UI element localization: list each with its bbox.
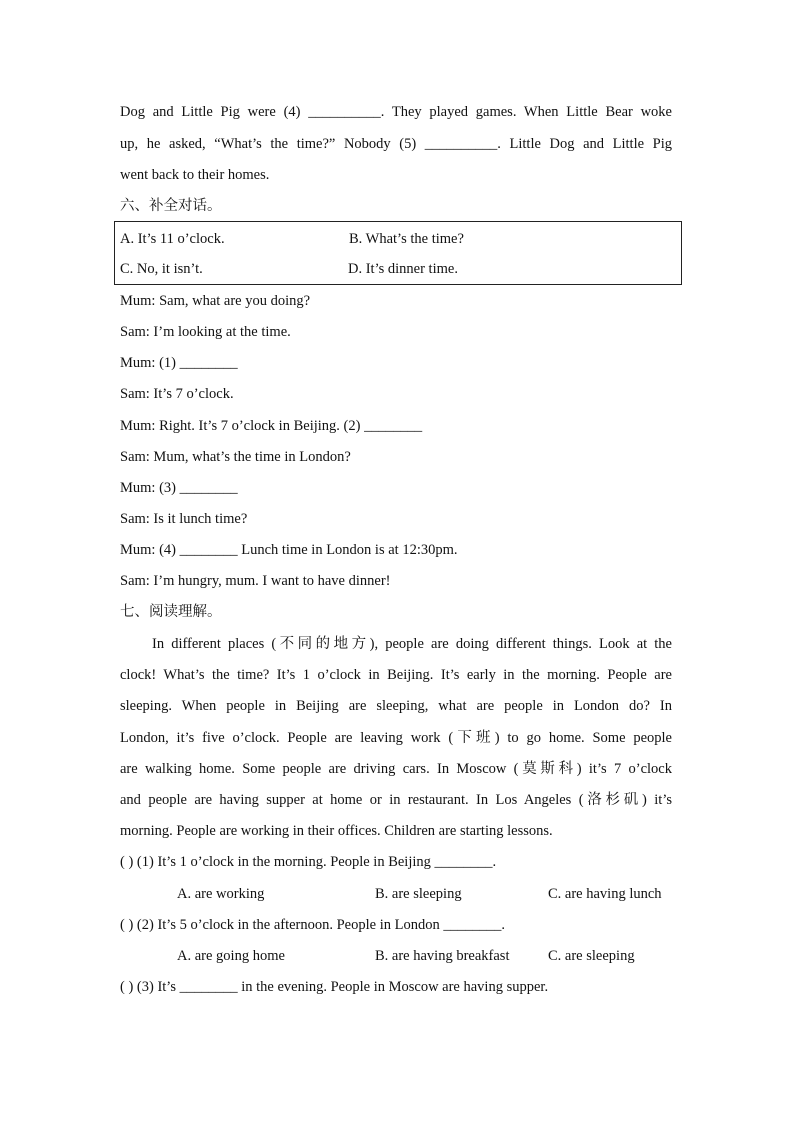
question-1-stem: ( ) (1) It’s 1 o’clock in the morning. People in Beijing ________. [120, 854, 497, 870]
passage-line: sleeping. When people in Beijing are sleeping, what are people in London do? In [120, 698, 672, 714]
option-a: A. It’s 11 o’clock. [120, 231, 225, 247]
story-line-2: up, he asked, “What’s the time?” Nobody (5) __________. Little Dog and Little Pig [120, 136, 672, 152]
dialogue-line: Sam: I’m looking at the time. [120, 324, 291, 340]
dialogue-line: Sam: Mum, what’s the time in London? [120, 449, 351, 465]
dialogue-line: Mum: Right. It’s 7 o’clock in Beijing. (2) ________ [120, 418, 423, 434]
options-box [114, 221, 682, 285]
question-2-stem: ( ) (2) It’s 5 o’clock in the afternoon. People in London ________. [120, 917, 505, 933]
question-1-choice-a: A. are working [177, 886, 265, 902]
story-line-3: went back to their homes. [120, 167, 270, 183]
dialogue-line: Mum: (3) ________ [120, 480, 238, 496]
question-2-choice-a: A. are going home [177, 948, 285, 964]
passage-line: morning. People are working in their offices. Children are starting lessons. [120, 823, 553, 839]
dialogue-line: Mum: (1) ________ [120, 355, 238, 371]
passage-line: clock! What’s the time? It’s 1 o’clock in Beijing. It’s early in the morning. People are [120, 667, 672, 683]
passage-line: are walking home. Some people are driving cars. In Moscow (莫斯科) it’s 7 o’clock [120, 761, 672, 777]
dialogue-line: Sam: Is it lunch time? [120, 511, 248, 527]
option-d: D. It’s dinner time. [348, 261, 458, 277]
question-1-choice-b: B. are sleeping [375, 886, 462, 902]
section-6-title: 六、补全对话。 [120, 198, 222, 214]
dialogue-line: Sam: It’s 7 o’clock. [120, 386, 234, 402]
question-2-choice-c: C. are sleeping [548, 948, 635, 964]
question-2-choice-b: B. are having breakfast [375, 948, 510, 964]
passage-line: In different places (不同的地方), people are doing different things. Look at the [152, 636, 672, 652]
section-7-title: 七、阅读理解。 [120, 604, 222, 620]
option-b: B. What’s the time? [349, 231, 464, 247]
question-1-choice-c: C. are having lunch [548, 886, 662, 902]
question-3-stem: ( ) (3) It’s ________ in the evening. People in Moscow are having supper. [120, 979, 549, 995]
option-c: C. No, it isn’t. [120, 261, 203, 277]
passage-line: London, it’s five o’clock. People are leaving work (下班) to go home. Some people [120, 730, 672, 746]
dialogue-line: Mum: (4) ________ Lunch time in London is at 12:30pm. [120, 542, 458, 558]
passage-line: and people are having supper at home or in restaurant. In Los Angeles (洛杉矶) it’s [120, 792, 672, 808]
story-line-1: Dog and Little Pig were (4) __________. They played games. When Little Bear woke [120, 104, 672, 120]
dialogue-line: Mum: Sam, what are you doing? [120, 293, 311, 309]
dialogue-line: Sam: I’m hungry, mum. I want to have dinner! [120, 573, 391, 589]
